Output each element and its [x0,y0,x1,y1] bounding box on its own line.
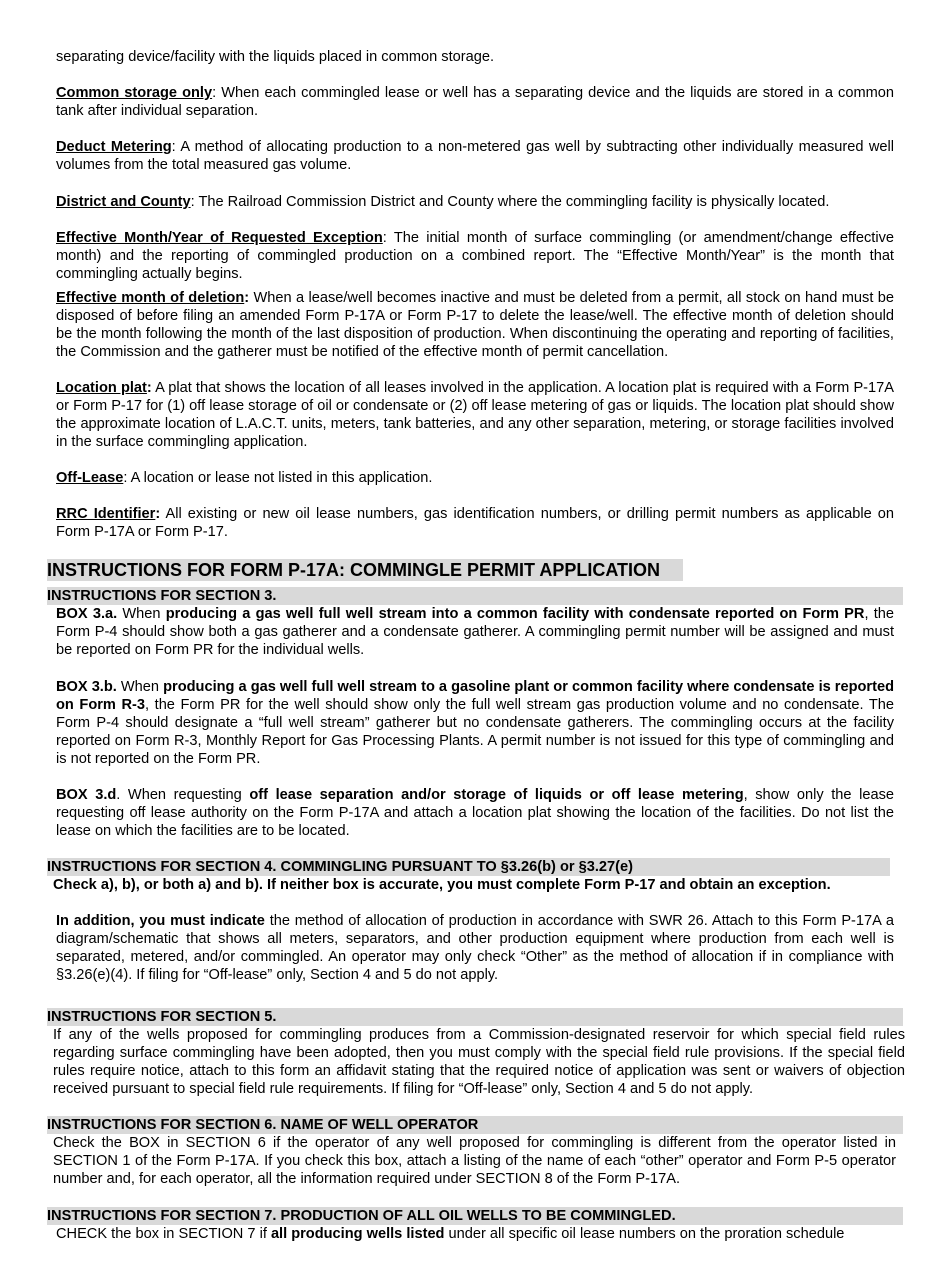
definition-text: The Railroad Commission District and County where the commingling facility is physically located. [194,194,830,210]
definition-text: A location or lease not listed in this application. [127,470,433,486]
definition-effective-month-year: Effective Month/Year of Requested Exception: The initial month of surface commingling (or amendment/change effective month) and the reporting of commingled production on a combined report. The “Effective Month/Year” is the month that commingling actually begins. [56,230,894,282]
definition-common-storage: Common storage only: When each commingled lease or well has a separating device and the liquids are stored in a common tank after individual separation. [56,85,895,119]
definition-district-county: District and County: The Railroad Commission District and County where the commingling facility is physically located. [56,194,830,210]
definition-text: A method of allocating production to a non-metered gas well by subtracting other individually measured well volumes from the total measured gas volume. [56,139,895,173]
term: District and County [56,194,191,210]
definition-text: When a lease/well becomes inactive and must be deleted from a permit, all stock on hand must be disposed of before filing an amended Form P-17A or Form P-17 to delete the lease/well. The effective month of deletion should be the month following the month of the last disposition of production. When discontinuing the operating and reporting of facilities, the Commission and the gatherer must be notified of the effective month of permit cancellation. [56,290,895,360]
section7-heading: INSTRUCTIONS FOR SECTION 7. PRODUCTION OF ALL OIL WELLS TO BE COMMINGLED. [47,1207,903,1225]
definition-rrc-identifier: RRC Identifier: All existing or new oil lease numbers, gas identification numbers, or drilling permit numbers as applicable on Form P-17A or Form P-17. [56,506,895,540]
definition-deduct-metering: Deduct Metering: A method of allocating production to a non-metered gas well by subtracting other individually measured well volumes from the total measured gas volume. [56,139,895,173]
definition-off-lease: Off-Lease: A location or lease not listed in this application. [56,470,433,486]
definition-text: A plat that shows the location of all leases involved in the application. A location plat is required with a Form P-17A or Form P-17 for (1) off lease storage of oil or condensate or (2) off lease metering of gas or liquids. The location plat should show the approximate location of L.A.C.T. units, meters, tank batteries, and any other separation, metering, or storage facilities involved in the surface commingling application. [56,380,894,450]
term: Common storage only [56,85,213,101]
intro-text: separating device/facility with the liquids placed in common storage. [56,49,495,65]
definition-effective-month-deletion: Effective month of deletion: When a lease/well becomes inactive and must be deleted from a permit, all stock on hand must be disposed of before filing an amended Form P-17A or Form P-17 to delete the lease/well. The effective month of deletion should be the month following the month of the last disposition of production. When discontinuing the operating and reporting of facilities, the Commission and the gatherer must be notified of the effective month of permit cancellation. [56,290,895,360]
box-3b-instructions: BOX 3.b. When producing a gas well full well stream to a gasoline plant or common facility where condensate is reported on Form R-3, the Form PR for the well should show only the full well stream gas production volume and no condensate. The Form P-4 should designate a “full well stream” gatherer but no condensate gatherers. The commingling occurs at the facility reported on Form R-3, Monthly Report for Gas Processing Plants. A permit number is not issued for this type of commingling and is not reported on the Form PR. [56,679,894,767]
box-label: BOX 3.b. [56,679,117,695]
definition-location-plat: Location plat: A plat that shows the location of all leases involved in the application. A location plat is required with a Form P-17A or Form P-17 for (1) off lease storage of oil or condensate or (2) off lease metering of gas or liquids. The location plat should show the approximate location of L.A.C.T. units, meters, tank batteries, and any other separation, metering, or storage facilities involved in the surface commingling application. [56,380,894,450]
section3-heading: INSTRUCTIONS FOR SECTION 3. [47,587,903,605]
section4-check-instruction: Check a), b), or both a) and b). If neither box is accurate, you must complete Form P-17 and obtain an exception. [53,877,831,893]
term: Location plat [56,380,147,396]
section6-text: Check the BOX in SECTION 6 if the operator of any well proposed for commingling is different from the operator listed in SECTION 1 of the Form P-17A. If you check this box, attach a listing of the name of each “other” operator and Form P-5 operator number and, for each operator, all the information required under SECTION 8 of the Form P-17A. [53,1135,896,1187]
term: RRC Identifier [56,506,156,522]
section6-heading: INSTRUCTIONS FOR SECTION 6. NAME OF WELL OPERATOR [47,1116,903,1134]
section7-text: CHECK the box in SECTION 7 if all producing wells listed under all specific oil lease numbers on the proration schedule [56,1226,845,1242]
box-label: BOX 3.d [56,787,117,803]
box-3d-instructions: BOX 3.d. When requesting off lease separation and/or storage of liquids or off lease metering, show only the lease requesting off lease authority on the Form P-17A and attach a location plat showing the location of the facilities. Do not list the lease on which the facilities are to be located. [56,787,894,839]
section4-heading: INSTRUCTIONS FOR SECTION 4. COMMINGLING PURSUANT TO §3.26(b) or §3.27(e) [47,858,890,876]
term: Effective month of deletion [56,290,245,306]
section5-text: If any of the wells proposed for commingling produces from a Commission-designated reservoir for which special field rules regarding surface commingling have been adopted, then you must comply with the special field rule provisions. If the special field rules require notice, attach to this form an affidavit stating that the required notice of application was sent or waivers of objection received pursuant to special field rule requirements. If filing for “Off-lease” only, Section 4 and 5 do not apply. [53,1027,905,1097]
definition-text: All existing or new oil lease numbers, gas identification numbers, or drilling permit numbers as applicable on Form P-17A or Form P-17. [56,506,895,540]
term: Off-Lease [56,470,124,486]
box-label: BOX 3.a. [56,606,118,622]
definition-text: When each commingled lease or well has a separating device and the liquids are stored in a common tank after individual separation. [56,85,895,119]
section5-heading: INSTRUCTIONS FOR SECTION 5. [47,1008,903,1026]
section4-allocation-text: In addition, you must indicate the method of allocation of production in accordance with SWR 26. Attach to this Form P-17A a diagram/schematic that shows all meters, separators, and other production equipment where production from each well is separated, metered, and/or commingled. An operator may only check “Other” as the method of allocation if in compliance with §3.26(e)(4). If filing for “Off-lease” only, Section 4 and 5 do not apply. [56,913,894,983]
definition-text: The initial month of surface commingling (or amendment/change effective month) and the reporting of commingled production on a combined report. The “Effective Month/Year” is the month that commingling actually begins. [56,230,894,282]
term: Deduct Metering [56,139,172,155]
term: Effective Month/Year of Requested Exception [56,230,383,246]
main-heading: INSTRUCTIONS FOR FORM P-17A: COMMINGLE PERMIT APPLICATION [47,559,683,581]
box-3a-instructions: BOX 3.a. When producing a gas well full well stream into a common facility with condensate reported on Form PR, the Form P-4 should show both a gas gatherer and a condensate gatherer. A commingling permit number will be assigned and must be reported on Form PR for the individual wells. [56,606,894,658]
